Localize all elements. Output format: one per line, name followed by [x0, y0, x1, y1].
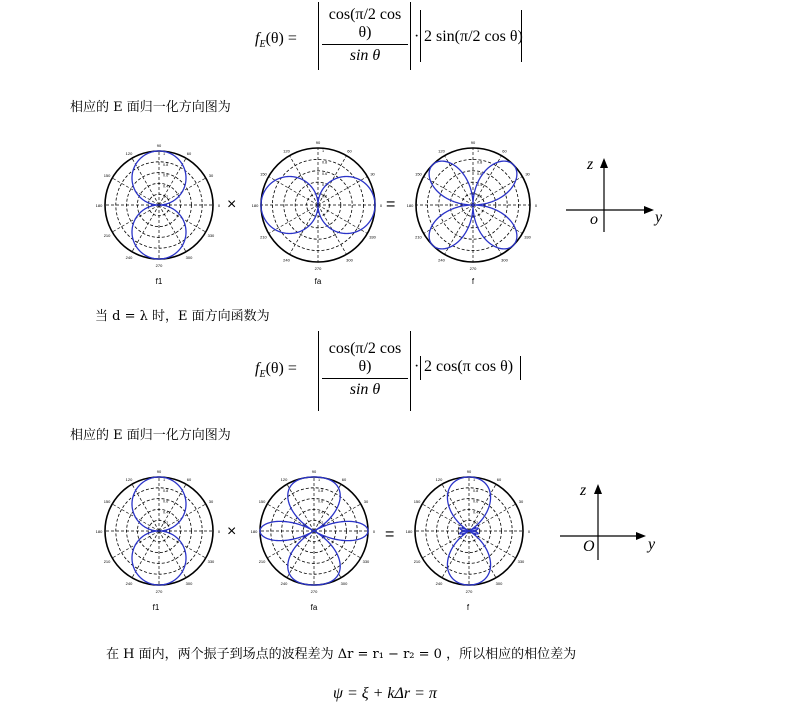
polar-angle-label: 150	[103, 173, 111, 178]
polar-angle-label: 0	[372, 529, 376, 534]
polar-angle-label: 120	[125, 477, 133, 483]
polar-radius-label: 0.6	[473, 499, 479, 504]
polar-radius-label: 0.4	[163, 184, 169, 189]
eq2-lhs: $f_E(\theta)$ =	[255, 360, 297, 381]
polar-angle-label: 150	[260, 171, 267, 177]
abs-bar-left	[318, 331, 319, 411]
polar-angle-label: 30	[208, 173, 214, 178]
caption-1: 相应的 E 面归一化方向图为	[70, 100, 231, 115]
abs-bar-left	[318, 2, 319, 70]
polar-angle-label: 210	[103, 559, 111, 564]
axis-y-label: y	[655, 209, 663, 226]
plot-label: f1	[152, 603, 160, 612]
polar-angle-label: 300	[340, 580, 348, 586]
polar-angle-label: 150	[415, 171, 422, 177]
polar-angle-label: 120	[280, 477, 288, 483]
polar-angle-label: 180	[96, 203, 103, 208]
polar-angle-label: 330	[207, 559, 215, 564]
polar-radius-label: 0.6	[322, 171, 328, 176]
polar-angle-label: 210	[415, 234, 422, 240]
polar-radius-label: 0.2	[322, 194, 328, 199]
polar-angle-label: 150	[258, 499, 266, 504]
polar-angle-label: 30	[363, 499, 369, 504]
polar-angle-label: 300	[185, 580, 193, 586]
polar-angle-label: 90	[156, 143, 162, 148]
polar-angle-label: 180	[96, 529, 103, 534]
polar-plot-f-row1	[407, 137, 539, 277]
polar-angle-label: 270	[155, 263, 163, 268]
polar-angle-label: 330	[207, 233, 215, 238]
polar-angle-label: 180	[407, 203, 414, 208]
abs-bar-right	[410, 2, 411, 70]
polar-angle-label: 240	[283, 257, 290, 263]
polar-spoke	[269, 177, 318, 206]
polar-angle-label: 30	[518, 499, 524, 504]
polar-angle-label: 60	[496, 477, 502, 483]
polar-angle-label: 330	[369, 234, 376, 240]
polar-angle-label: 120	[435, 477, 443, 483]
sentence-3: 在 H 面内，两个振子到场点的波程差为 Δr = r₁ − r₂ = 0 ，所以相应的相位差为	[106, 647, 577, 662]
polar-angle-label: 30	[525, 171, 530, 177]
polar-plot-f1-row2	[96, 463, 222, 603]
caption-2: 相应的 E 面归一化方向图为	[70, 428, 231, 443]
polar-angle-label: 90	[315, 140, 321, 145]
axis-origin-label: O	[583, 538, 595, 555]
plot-label: f	[466, 603, 470, 612]
polar-angle-label: 120	[438, 148, 445, 154]
polar-angle-label: 330	[362, 559, 370, 564]
polar-angle-label: 0	[527, 529, 531, 534]
polar-angle-label: 240	[125, 580, 133, 586]
polar-radius-label: 0.2	[473, 521, 479, 526]
plot-label: fa	[310, 603, 318, 612]
equation-3: ψ = ξ + kΔr = π	[333, 685, 437, 702]
axis-z-label: z	[580, 482, 587, 499]
polar-radius-label: 0.2	[477, 194, 483, 199]
polar-radius-label: 0.8	[163, 162, 169, 167]
polar-angle-label: 30	[370, 171, 375, 177]
polar-angle-label: 90	[466, 469, 472, 474]
polar-radius-label: 0.8	[473, 488, 479, 493]
polar-angle-label: 90	[470, 140, 476, 145]
polar-angle-label: 180	[406, 529, 413, 534]
polar-radius-label: 0.6	[477, 171, 483, 176]
equals-sign: =	[385, 526, 395, 543]
radiation-pattern-curve	[261, 177, 375, 234]
plot-label: f	[471, 277, 475, 286]
polar-radius-label: 0.6	[163, 499, 169, 504]
polar-spoke	[318, 177, 367, 206]
polar-angle-label: 270	[310, 589, 318, 594]
polar-angle-label: 60	[186, 151, 192, 157]
polar-angle-label: 270	[155, 589, 163, 594]
polar-radius-label: 1	[318, 478, 321, 482]
polar-radius-label: 0.8	[318, 488, 324, 493]
polar-angle-label: 150	[103, 499, 111, 504]
abs-bar-left2	[420, 356, 421, 380]
polar-angle-label: 0	[379, 203, 383, 208]
polar-angle-label: 0	[217, 203, 221, 208]
polar-angle-label: 60	[347, 148, 352, 154]
polar-radius-label: 0.2	[163, 195, 169, 200]
polar-angle-label: 240	[125, 254, 133, 260]
polar-angle-label: 240	[435, 580, 443, 586]
polar-radius-label: 0.8	[322, 160, 328, 165]
polar-angle-label: 120	[125, 151, 133, 157]
polar-angle-label: 210	[103, 233, 111, 238]
polar-angle-label: 300	[501, 257, 508, 263]
polar-angle-label: 270	[314, 266, 322, 271]
polar-angle-label: 120	[283, 148, 290, 154]
polar-radius-label: 0.8	[477, 160, 483, 165]
abs-bar-right2	[521, 10, 522, 62]
polar-angle-label: 0	[217, 529, 221, 534]
polar-radius-label: 0.4	[322, 183, 328, 188]
polar-angle-label: 210	[258, 559, 266, 564]
polar-radius-label: 1	[477, 149, 480, 153]
polar-radius-label: 1	[322, 149, 325, 153]
polar-angle-label: 90	[156, 469, 162, 474]
eq2-fraction: cos(π/2 cos θ) sin θ	[322, 340, 408, 399]
times-sign: ×	[227, 523, 237, 540]
sentence-2: 当 d = λ 时，E 面方向函数为	[95, 309, 270, 324]
polar-angle-label: 60	[341, 477, 347, 483]
polar-plot-fa-row2	[251, 463, 377, 603]
polar-radius-label: 0.6	[318, 499, 324, 504]
polar-angle-label: 330	[524, 234, 531, 240]
eq2-rhs: 2 cos(π cos θ)	[424, 358, 514, 375]
polar-angle-label: 240	[438, 257, 445, 263]
polar-angle-label: 210	[413, 559, 421, 564]
polar-spoke	[469, 504, 516, 531]
polar-angle-label: 300	[346, 257, 353, 263]
polar-radius-label: 1	[163, 152, 166, 156]
polar-angle-label: 150	[413, 499, 421, 504]
axis-origin-label: o	[590, 211, 598, 228]
axis-z-label: z	[587, 156, 594, 173]
polar-radius-label: 1	[473, 478, 476, 482]
eq2-dot: ·	[414, 358, 420, 375]
polar-angle-label: 270	[465, 589, 473, 594]
equals-sign: =	[386, 196, 396, 213]
polar-angle-label: 60	[186, 477, 192, 483]
polar-angle-label: 210	[260, 234, 267, 240]
eq1-dot: ·	[414, 28, 420, 45]
polar-radius-label: 0.4	[163, 510, 169, 515]
polar-radius-label: 0.2	[163, 521, 169, 526]
polar-angle-label: 180	[251, 529, 258, 534]
polar-radius-label: 0.4	[318, 510, 324, 515]
times-sign: ×	[227, 196, 237, 213]
polar-angle-label: 30	[208, 499, 214, 504]
polar-angle-label: 300	[185, 254, 193, 260]
polar-radius-label: 0.2	[318, 521, 324, 526]
polar-angle-label: 240	[280, 580, 288, 586]
polar-radius-label: 0.6	[163, 173, 169, 178]
eq1-lhs: $f_E(\theta)$ =	[255, 30, 297, 51]
polar-angle-label: 180	[252, 203, 259, 208]
polar-plot-f-row2	[406, 463, 532, 603]
plot-label: f1	[155, 277, 163, 286]
plot-label: fa	[314, 277, 322, 286]
polar-angle-label: 60	[502, 148, 507, 154]
polar-radius-label: 0.4	[477, 183, 483, 188]
abs-bar-right	[410, 331, 411, 411]
axis-y-label: y	[648, 536, 656, 553]
polar-radius-label: 0.4	[473, 510, 479, 515]
polar-plot-f1-row1	[96, 137, 222, 277]
polar-angle-label: 330	[517, 559, 525, 564]
polar-angle-label: 90	[311, 469, 317, 474]
polar-angle-label: 300	[495, 580, 503, 586]
polar-plot-fa-row1	[252, 137, 384, 277]
polar-radius-label: 0.8	[163, 488, 169, 493]
eq1-fraction: cos(π/2 cos θ) sin θ	[322, 6, 408, 65]
abs-bar-left2	[420, 10, 421, 62]
polar-radius-label: 1	[163, 478, 166, 482]
polar-angle-label: 270	[469, 266, 477, 271]
eq1-rhs: 2 sin(π/2 cos θ)	[424, 28, 523, 45]
abs-bar-right2	[520, 356, 521, 380]
polar-angle-label: 0	[534, 203, 538, 208]
